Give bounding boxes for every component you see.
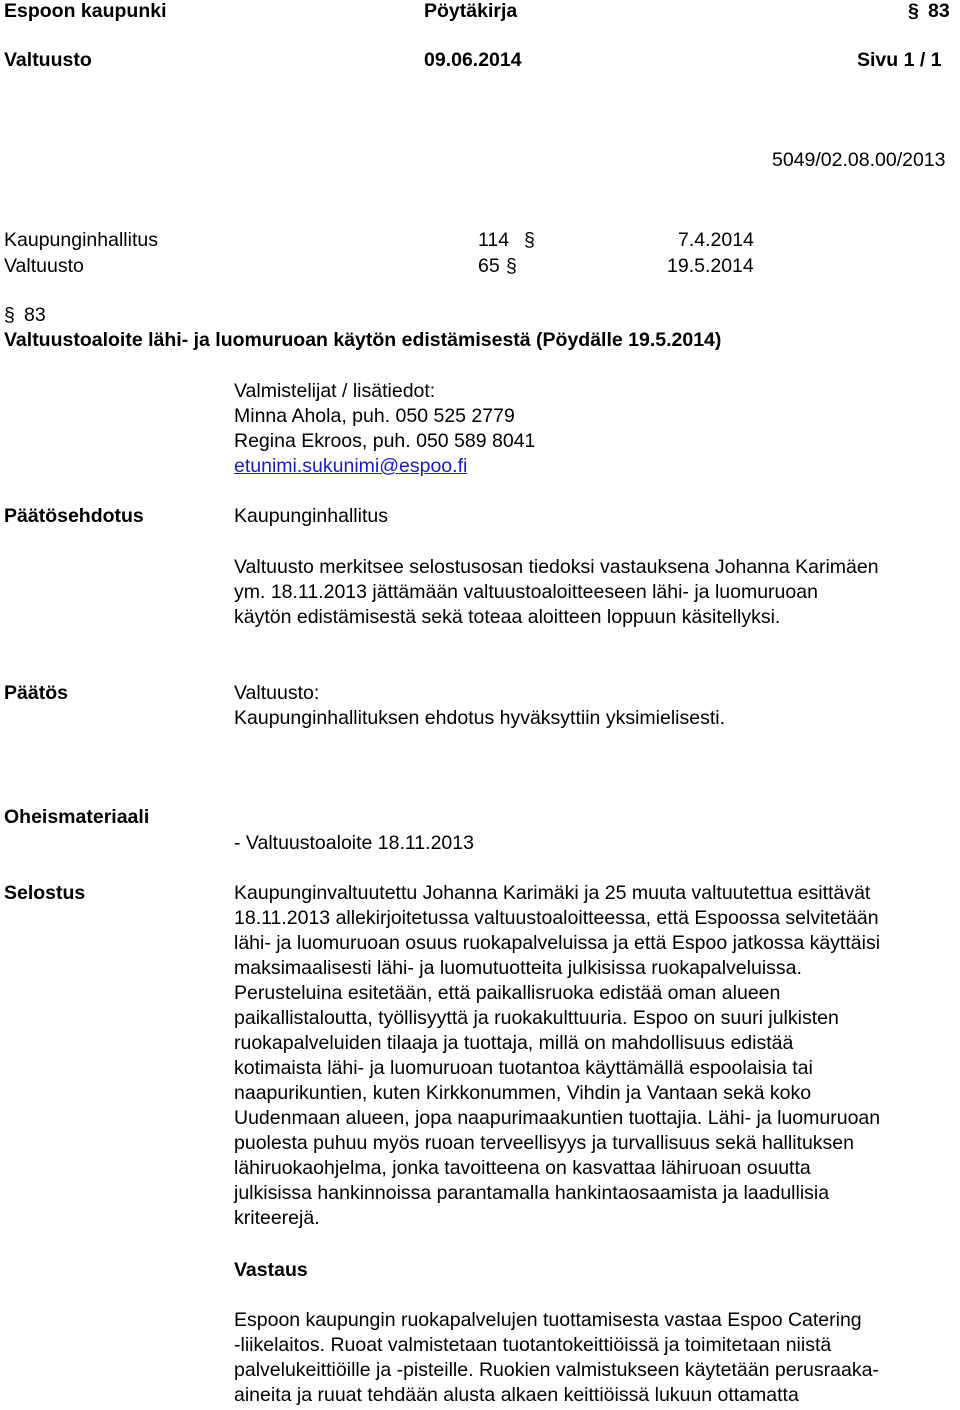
history-body: Valtuusto — [4, 255, 84, 277]
explanation-line: 18.11.2013 allekirjoitetussa valtuustoaloitteessa, että Espoossa selvitetään — [234, 907, 879, 929]
section-symbol: § — [908, 0, 919, 22]
proposal-text — [234, 555, 879, 630]
history-section: 65 — [478, 255, 500, 277]
meeting-body: Valtuusto — [4, 49, 92, 71]
answer-line: -liikelaitos. Ruoat valmistetaan tuotantokeittiöissä ja toimitetaan niistä — [234, 1334, 832, 1356]
section-symbol: § — [4, 304, 15, 326]
item-title: Valtuustoaloite lähi- ja luomuruoan käytön edistämisestä (Pöydälle 19.5.2014) — [4, 329, 722, 351]
decision-label: Päätös — [4, 682, 68, 704]
answer-heading: Vastaus — [234, 1259, 308, 1281]
explanation-line: lähiruokaohjelma, jonka tavoitteena on kasvattaa lähiruoan osuutta — [234, 1157, 811, 1179]
proposal-line: Valtuusto merkitsee selostusosan tiedoksi vastauksena Johanna Karimäen — [234, 556, 879, 578]
explanation-text — [234, 881, 880, 1231]
org-name: Espoon kaupunki — [4, 0, 167, 22]
proposal-line: käytön edistämisestä sekä toteaa aloitteen loppuun käsitellyksi. — [234, 606, 781, 628]
explanation-line: julkisissa hankinnoissa parantamalla hankintaosaamista ja laadullisia — [234, 1182, 830, 1204]
explanation-line: puolesta puhuu myös ruoan terveellisyys ja turvallisuus sekä hallituksen — [234, 1132, 854, 1154]
proposal-label: Päätösehdotus — [4, 505, 144, 527]
explanation-line: Uudenmaan alueen, jopa naapurimaakuntien tuottajia. Lähi- ja luomuruoan — [234, 1107, 881, 1129]
decision-result: Kaupunginhallituksen ehdotus hyväksyttiin yksimielisesti. — [234, 707, 726, 729]
preparers-block — [234, 379, 535, 479]
decision-text — [234, 681, 725, 731]
attachment-item: - Valtuustoaloite 18.11.2013 — [234, 832, 474, 854]
preparer-1: Minna Ahola, puh. 050 525 2779 — [234, 405, 515, 427]
explanation-line: lähi- ja luomuruoan osuus ruokapalveluissa ja että Espoo jatkossa käyttäisi — [234, 932, 881, 954]
decision-body: Valtuusto: — [234, 682, 320, 704]
section-number: 83 — [928, 0, 950, 22]
answer-line: aineita ja ruuat tehdään alusta alkaen keittiöissä lukuun ottamatta — [234, 1384, 799, 1406]
section-symbol: § — [506, 255, 517, 277]
answer-line: Espoon kaupungin ruokapalvelujen tuottamisesta vastaa Espoo Catering — [234, 1309, 862, 1331]
explanation-line: Kaupunginvaltuutettu Johanna Karimäki ja 25 muuta valtuutettua esittävät — [234, 882, 871, 904]
attachments-label: Oheismateriaali — [4, 806, 150, 828]
history-section: 114 — [478, 229, 510, 251]
preparer-2: Regina Ekroos, puh. 050 589 8041 — [234, 430, 536, 452]
history-date: 7.4.2014 — [678, 229, 754, 251]
answer-text — [234, 1308, 879, 1408]
answer-line: palvelukeittiöille ja -pisteille. Ruokien valmistukseen käytetään perusraaka- — [234, 1359, 879, 1381]
explanation-line: ruokapalveluiden tilaaja ja tuottaja, millä on mahdollisuus edistää — [234, 1032, 794, 1054]
explanation-line: paikallistaloutta, työllisyyttä ja ruokakulttuuria. Espoo on suuri julkisten — [234, 1007, 839, 1029]
item-number: 83 — [24, 304, 46, 326]
explanation-line: maksimaalisesti lähi- ja luomutuotteita julkisissa ruokapalveluissa. — [234, 957, 802, 979]
meeting-date: 09.06.2014 — [424, 49, 522, 71]
preparers-heading: Valmistelijat / lisätiedot: — [234, 380, 436, 402]
history-date: 19.5.2014 — [667, 255, 754, 277]
explanation-line: kriteerejä. — [234, 1207, 320, 1229]
history-body: Kaupunginhallitus — [4, 229, 158, 251]
page-number: Sivu 1 / 1 — [857, 49, 942, 71]
explanation-label: Selostus — [4, 882, 86, 904]
proposal-line: ym. 18.11.2013 jättämään valtuustoaloitteeseen lähi- ja luomuruoan — [234, 581, 818, 603]
explanation-line: Perusteluina esitetään, että paikallisruoka edistää oman alueen — [234, 982, 781, 1004]
diary-number: 5049/02.08.00/2013 — [772, 149, 946, 171]
document-type: Pöytäkirja — [424, 0, 518, 22]
email-link[interactable]: etunimi.sukunimi@espoo.fi — [234, 455, 468, 477]
proposer: Kaupunginhallitus — [234, 505, 388, 527]
section-symbol: § — [524, 229, 535, 251]
explanation-line: kotimaista lähi- ja luomuruoan tuotantoa käyttämällä espoolaisia tai — [234, 1057, 813, 1079]
explanation-line: naapurikuntien, kuten Kirkkonummen, Vihdin ja Vantaan sekä koko — [234, 1082, 812, 1104]
